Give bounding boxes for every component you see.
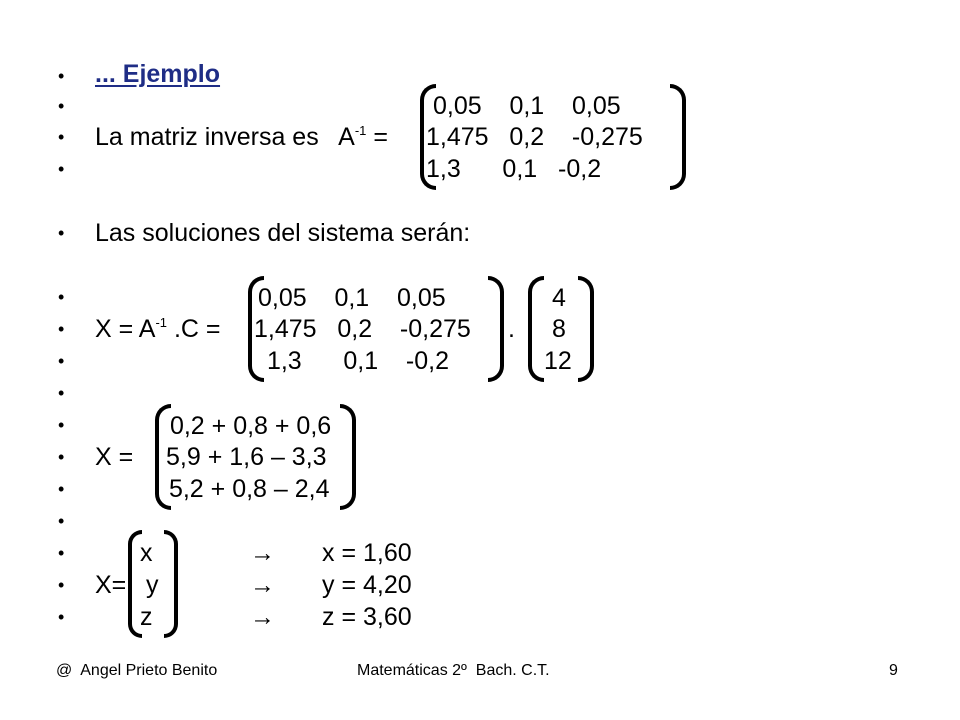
arrow-icon: → [250, 571, 275, 599]
vector-value: 8 [552, 315, 566, 343]
slide-title: ... Ejemplo [95, 60, 221, 88]
bullet: • [58, 575, 65, 595]
bullet: • [58, 479, 65, 499]
inverse-row: 1,3 0,1 -0,2 [426, 155, 602, 183]
bullet: • [58, 415, 65, 435]
bullet: • [58, 607, 65, 627]
product-label [95, 317, 221, 342]
sum-row: 5,9 + 1,6 – 3,3 [166, 443, 327, 471]
left-bracket [528, 276, 544, 382]
bullet: • [58, 159, 65, 179]
bullet: • [58, 287, 65, 307]
arrow-icon: → [250, 539, 275, 567]
result-label: X= [95, 571, 127, 599]
solutions-intro: Las soluciones del sistema serán: [95, 219, 471, 247]
product-matrix-row: 0,05 0,1 0,05 [258, 284, 446, 312]
footer-page-number: 9 [889, 662, 898, 679]
right-bracket [340, 404, 356, 510]
product-matrix-row: 1,475 0,2 -0,275 [254, 315, 471, 343]
sum-row: 5,2 + 0,8 – 2,4 [162, 475, 330, 503]
inverse-label-prefix: La matriz inversa es A [95, 123, 355, 151]
product-dot: . [508, 315, 515, 343]
sum-row: 0,2 + 0,8 + 0,6 [163, 412, 332, 440]
sum-label: X = [95, 443, 134, 471]
footer-author: @ Angel Prieto Benito [56, 662, 218, 679]
inverse-label [95, 125, 388, 150]
bullet: • [58, 319, 65, 339]
product-sup: -1 [155, 315, 168, 330]
bullet: • [58, 96, 65, 116]
inverse-row: 1,475 0,2 -0,275 [426, 123, 643, 151]
result-var: y [146, 571, 159, 599]
result-var: x [140, 539, 153, 567]
bullet: • [58, 383, 65, 403]
inverse-equals: = [366, 123, 388, 151]
inverse-sup: -1 [354, 123, 367, 138]
vector-value: 12 [544, 347, 572, 375]
product-mid: .C = [167, 315, 221, 343]
result-var: z [140, 603, 153, 631]
right-bracket [578, 276, 594, 382]
bullet: • [58, 66, 65, 86]
result-value: x = 1,60 [322, 539, 412, 567]
footer-course: Matemáticas 2º Bach. C.T. [357, 662, 550, 679]
inverse-row: 0,05 0,1 0,05 [433, 92, 621, 120]
vector-value: 4 [552, 284, 566, 312]
bullet: • [58, 447, 65, 467]
bullet: • [58, 543, 65, 563]
bullet: • [58, 351, 65, 371]
right-bracket [164, 530, 178, 638]
result-value: y = 4,20 [322, 571, 412, 599]
result-value: z = 3,60 [322, 603, 412, 631]
bullet: • [58, 223, 65, 243]
arrow-icon: → [250, 603, 275, 631]
right-bracket [488, 276, 504, 382]
product-matrix-row: 1,3 0,1 -0,2 [260, 347, 449, 375]
right-bracket [670, 84, 686, 190]
bullet: • [58, 511, 65, 531]
bullet: • [58, 127, 65, 147]
product-prefix: X = A [95, 315, 156, 343]
